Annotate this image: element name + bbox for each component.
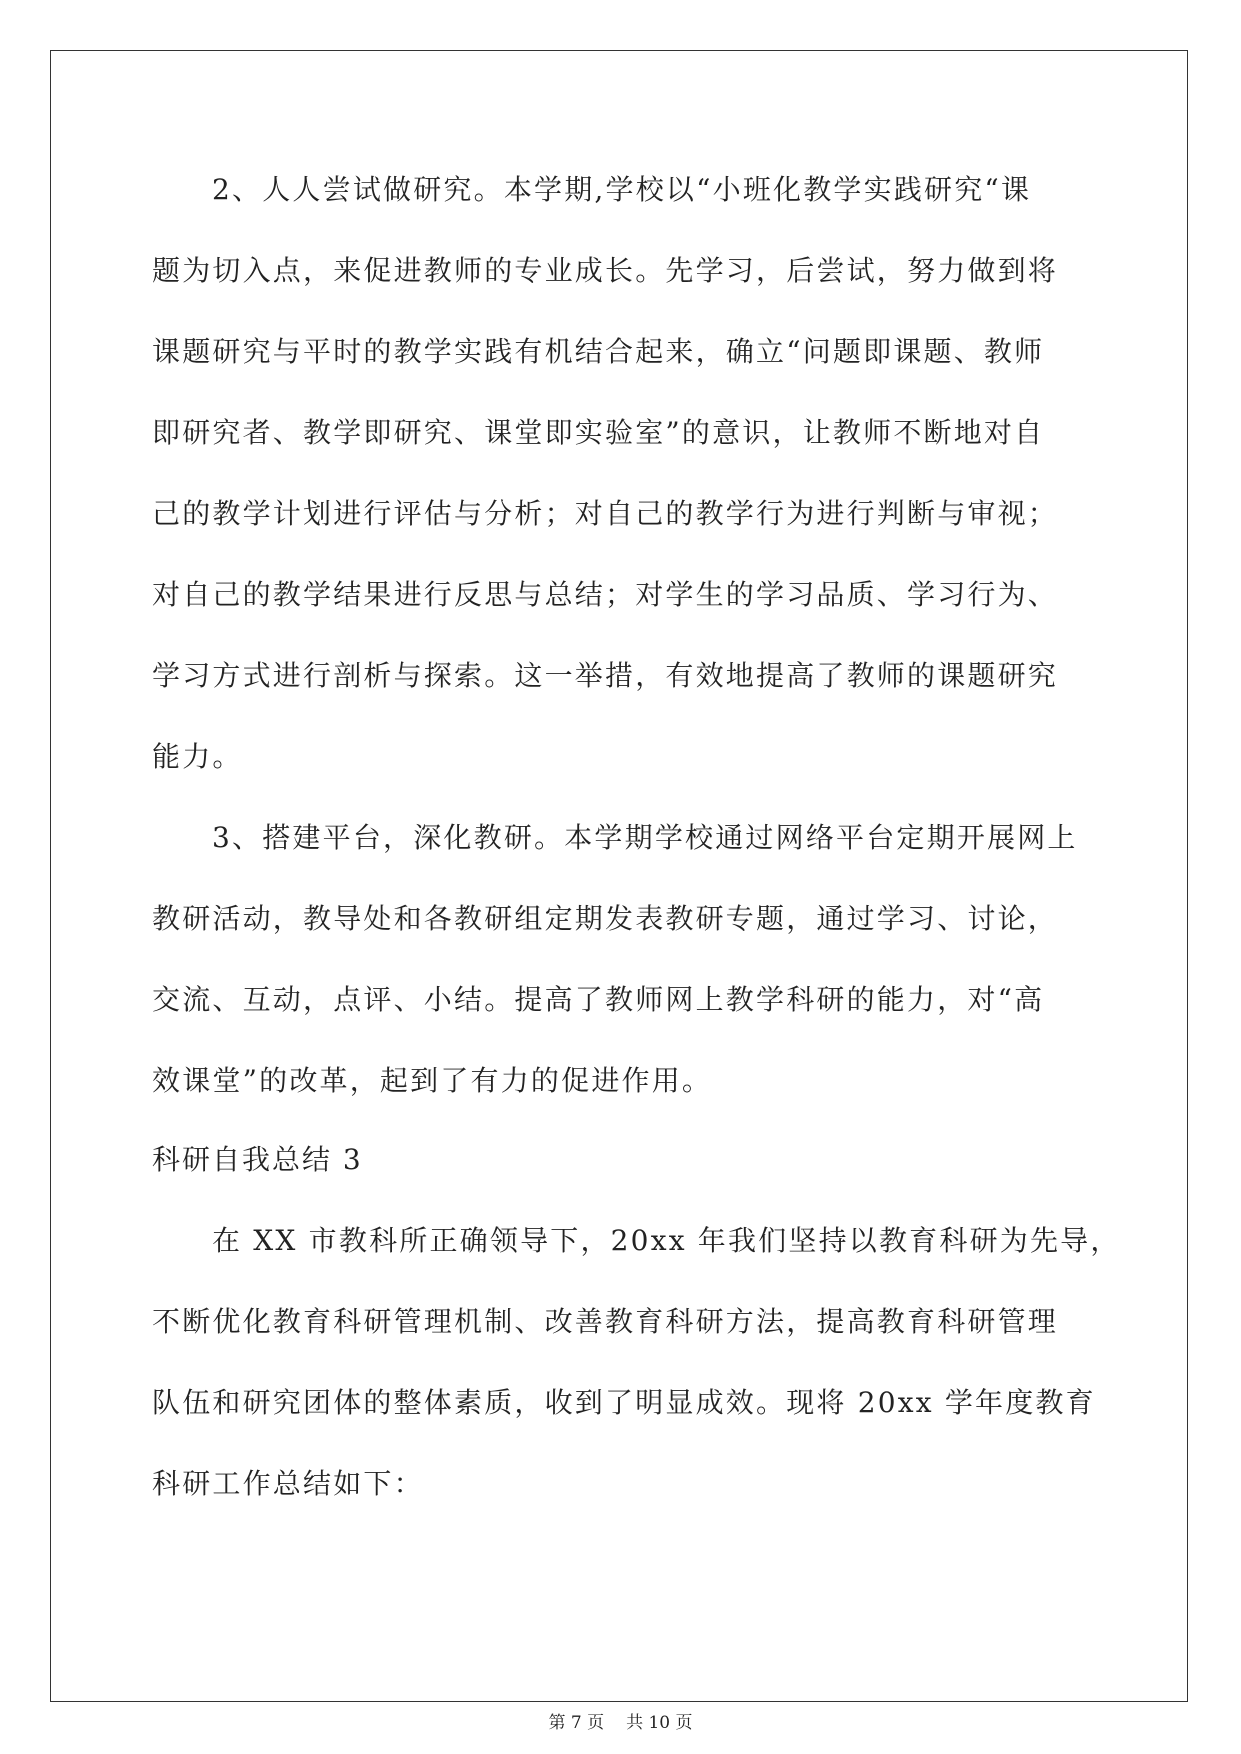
paragraph-3-line-4: 效课堂”的改革，起到了有力的促进作用。 (152, 1064, 713, 1097)
paragraph-2-line-4: 即研究者、教学即研究、课堂即实验室”的意识，让教师不断地对自 (152, 416, 1045, 449)
paragraph-2-line-1: 2、人人尝试做研究。本学期,学校以“小班化教学实践研究“课 (212, 173, 1032, 206)
page-border (50, 50, 1188, 1702)
intro-paragraph-line-2: 不断优化教育科研管理机制、改善教育科研方法，提高教育科研管理 (152, 1305, 1059, 1338)
paragraph-2-line-7: 学习方式进行剖析与探索。这一举措，有效地提高了教师的课题研究 (152, 659, 1059, 692)
paragraph-3-line-2: 教研活动，教导处和各教研组定期发表教研专题，通过学习、讨论， (152, 902, 1059, 935)
paragraph-2-line-8: 能力。 (152, 740, 243, 773)
paragraph-2-line-2: 题为切入点，来促进教师的专业成长。先学习，后尝试，努力做到将 (152, 254, 1059, 287)
section-heading: 科研自我总结 3 (152, 1143, 363, 1176)
paragraph-3-line-3: 交流、互动，点评、小结。提高了教师网上教学科研的能力，对“高 (152, 983, 1045, 1016)
page-total: 共 10 页 (626, 1713, 693, 1733)
intro-paragraph-line-3: 队伍和研究团体的整体素质，收到了明显成效。现将 20xx 学年度教育 (152, 1386, 1096, 1419)
paragraph-2-line-3: 课题研究与平时的教学实践有机结合起来，确立“问题即课题、教师 (152, 335, 1045, 368)
intro-paragraph-line-4: 科研工作总结如下： (152, 1467, 424, 1500)
intro-paragraph-line-1: 在 XX 市教科所正确领导下，20xx 年我们坚持以教育科研为先导， (212, 1224, 1121, 1257)
paragraph-2-line-5: 己的教学计划进行评估与分析；对自己的教学行为进行判断与审视； (152, 497, 1059, 530)
page-number: 第 7 页 (548, 1713, 605, 1733)
paragraph-3-line-1: 3、搭建平台，深化教研。本学期学校通过网络平台定期开展网上 (212, 821, 1078, 854)
paragraph-2-line-6: 对自己的教学结果进行反思与总结；对学生的学习品质、学习行为、 (152, 578, 1059, 611)
page-footer (0, 1711, 1241, 1735)
